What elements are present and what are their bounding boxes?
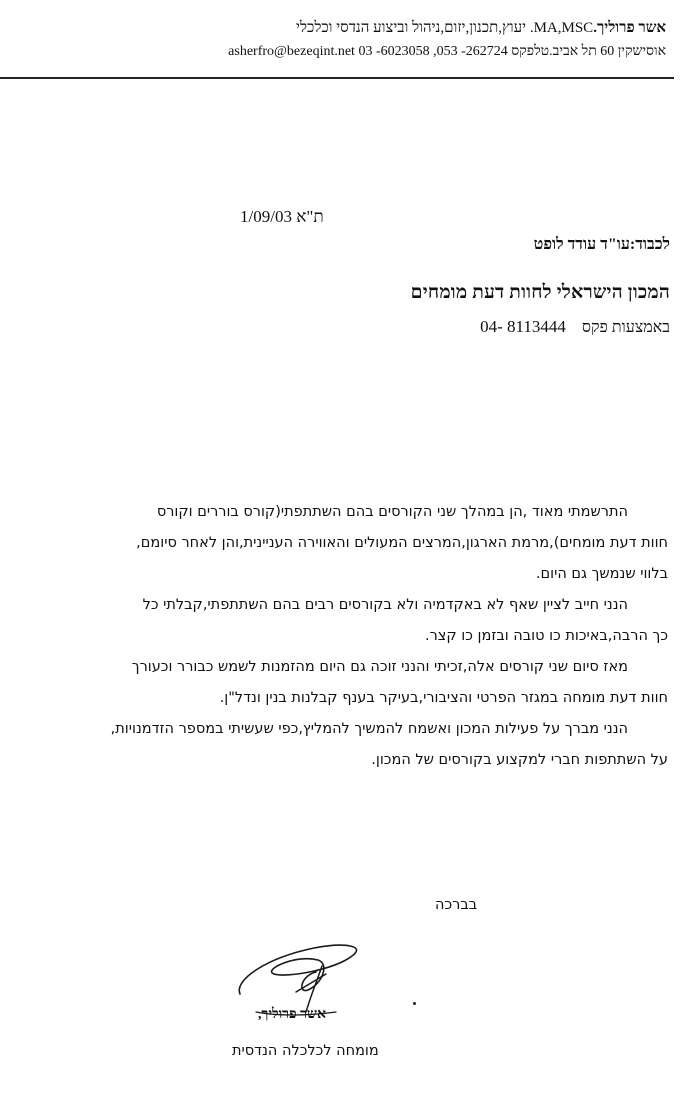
addressee-fax [480,317,670,337]
letterhead-degrees: MA,MSC. [529,20,594,36]
letter-body [48,497,668,776]
letterhead-name: אשר פרוליך. [593,20,666,36]
fax-label: באמצעות פקס [581,319,670,336]
addressee-to: לכבוד:עו"ד עודד לופט [533,236,670,253]
letterhead-line-1 [296,20,666,37]
body-line: בלווי שנמשך גם היום. [535,566,668,582]
body-line: מאז סיום שני קורסים אלה,זכיתי והנני זוכה גם היום מהזמנות לשמש כבורר וכעורך [131,659,628,675]
body-line: הנני מברך על פעילות המכון ואשמח להמשיך להמליץ,כפי שעשיתי במספר הזדמנויות, [110,721,628,737]
body-line: התרשמתי מאוד ,הן במהלך שני הקורסים בהם השתתפתי(קורס בוררים וקורס [156,504,628,520]
letterhead-address: אוסישקין 60 תל אביב.טלפקס [511,44,666,59]
letter-date [240,207,324,227]
signer-name: אשר פרוליך, [258,1007,326,1022]
addressee-institute: המכון הישראלי לחוות דעת מומחים [410,282,670,303]
letterhead-line-2 [228,44,666,60]
closing-greeting: בברכה [435,897,478,913]
body-line: חוות דעת מומחים),מרמת הארגון,המרצים המעולים והאווירה העניינית,והן לאחר סיומם, [136,535,668,551]
letterhead-divider [0,77,674,79]
body-line: הנני חייב לציין שאף לא באקדמיה ולא בקורסים רבים בהם השתתפתי,קבלתי כל [142,597,628,613]
fax-number: 04- 8113444 [480,317,566,336]
signer-title: מומחה לכלכלה הנדסית [232,1043,379,1059]
letterhead-services: יעוץ,תכנון,יזום,ניהול וביצוע הנדסי וכלכלי [296,20,527,36]
body-line: כך הרבה,באיכות כו טובה ובזמן כו קצר. [425,628,668,644]
date-value: 1/09/03 [240,207,292,226]
letterhead-phones: 03 -6023058 ,053 -262724 [358,44,508,59]
body-line: חוות דעת מומחה במגזר הפרטי והציבורי,בעיקר בענף קבלנות בנין ונדל"ן. [219,690,668,706]
letterhead-email: asherfro@bezeqint.net [228,44,355,59]
signature-dot [413,1002,416,1005]
date-place: ת"א [296,207,324,226]
body-line: על השתתפות חברי למקצוע בקורסים של המכון. [371,752,668,768]
